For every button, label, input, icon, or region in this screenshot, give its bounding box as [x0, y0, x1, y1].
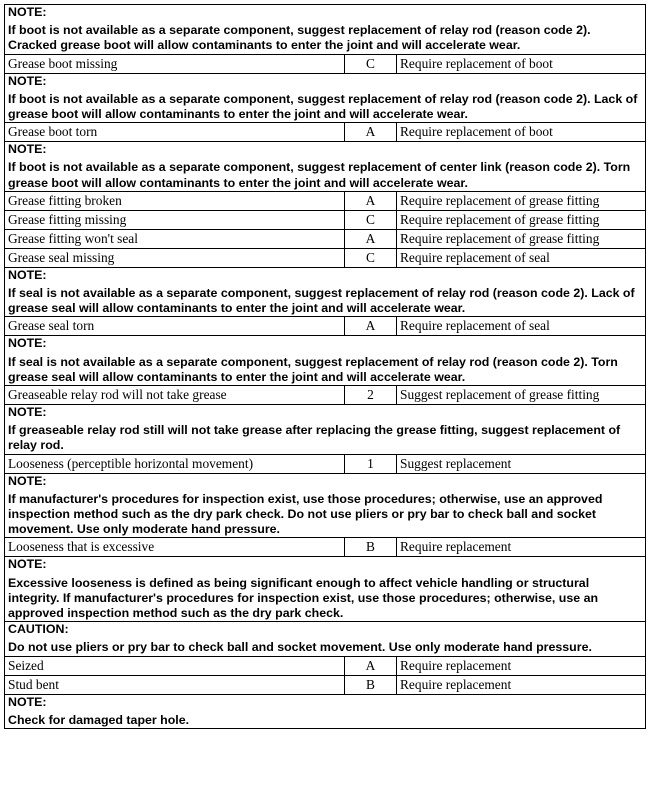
action-cell: Require replacement — [397, 675, 646, 694]
table-row — [5, 656, 646, 675]
note-text: If manufacturer's procedures for inspection exist, use those procedures; otherwise, use an approved inspection method such as the dry park check. Do not use pliers or pry bar to check ball and socket movement. Use only moderate hand pressure. — [8, 491, 603, 537]
note-text: If boot is not available as a separate component, suggest replacement of relay rod (reason code 2). Lack of grease boot will allow contaminants to enter the joint and will accelerate wear. — [8, 91, 638, 122]
note-heading: NOTE: — [8, 694, 47, 709]
action-cell: Require replacement — [397, 656, 646, 675]
note-text: If greaseable relay rod still will not take grease after replacing the grease fitting, suggest replacement of relay rod. — [8, 423, 621, 453]
note-cell — [5, 5, 646, 55]
note-cell — [5, 694, 646, 728]
reason-code-cell: 2 — [345, 386, 397, 405]
table-row — [5, 210, 646, 229]
reason-code-cell: A — [345, 656, 397, 675]
reason-code-cell: C — [345, 54, 397, 73]
note-row — [5, 267, 646, 317]
reason-code-cell: B — [345, 538, 397, 557]
reason-code-cell: 1 — [345, 454, 397, 473]
condition-cell: Grease seal missing — [5, 248, 345, 267]
note-text: Excessive looseness is defined as being significant enough to affect vehicle handling or structural integrity. If manufacturer's procedures for inspection exist, use those procedures; otherwise, use an approved inspection method such as the dry park check. — [8, 575, 599, 621]
action-cell: Suggest replacement — [397, 454, 646, 473]
reason-code-cell: A — [345, 191, 397, 210]
note-heading: NOTE: — [8, 5, 47, 19]
note-text: If boot is not available as a separate component, suggest replacement of center link (reason code 2). Torn grease boot will allow contaminants to enter the joint and will accelerate wear. — [8, 160, 631, 190]
note-text: If seal is not available as a separate component, suggest replacement of relay rod (reason code 2). Lack of grease seal will allow contaminants to enter the joint and will accelerate wear. — [8, 286, 635, 316]
action-cell: Require replacement — [397, 538, 646, 557]
note-cell — [5, 405, 646, 455]
action-cell: Require replacement of grease fitting — [397, 210, 646, 229]
action-cell: Require replacement of grease fitting — [397, 191, 646, 210]
note-row — [5, 405, 646, 455]
action-cell: Suggest replacement of grease fitting — [397, 386, 646, 405]
reason-code-cell: A — [345, 317, 397, 336]
note-text: Check for damaged taper hole. — [8, 712, 190, 727]
note-heading: NOTE: — [8, 473, 47, 488]
inspection-table — [4, 4, 646, 729]
action-cell: Require replacement of seal — [397, 248, 646, 267]
action-cell: Require replacement of boot — [397, 54, 646, 73]
note-heading: NOTE: — [8, 267, 47, 282]
reason-code-cell: A — [345, 229, 397, 248]
condition-cell: Grease fitting won't seal — [5, 229, 345, 248]
note-row — [5, 142, 646, 192]
reason-code-cell: C — [345, 210, 397, 229]
table-row — [5, 386, 646, 405]
reason-code-cell: A — [345, 123, 397, 142]
table-row — [5, 248, 646, 267]
note-cell — [5, 557, 646, 622]
action-cell: Require replacement of boot — [397, 123, 646, 142]
note-row — [5, 5, 646, 55]
note-cell — [5, 267, 646, 317]
note-heading: NOTE: — [8, 557, 47, 572]
action-cell: Require replacement of grease fitting — [397, 229, 646, 248]
condition-cell: Grease boot missing — [5, 54, 345, 73]
note-row — [5, 73, 646, 123]
note-row — [5, 473, 646, 538]
caution-heading: CAUTION: — [8, 622, 69, 637]
condition-cell: Stud bent — [5, 675, 345, 694]
table-row — [5, 123, 646, 142]
note-row — [5, 557, 646, 622]
condition-cell: Grease fitting missing — [5, 210, 345, 229]
condition-cell: Grease seal torn — [5, 317, 345, 336]
table-row — [5, 54, 646, 73]
action-cell: Require replacement of seal — [397, 317, 646, 336]
note-cell — [5, 142, 646, 192]
table-row — [5, 317, 646, 336]
note-heading: NOTE: — [8, 142, 47, 157]
note-cell — [5, 622, 646, 656]
note-heading: NOTE: — [8, 336, 47, 351]
table-row — [5, 454, 646, 473]
note-heading: NOTE: — [8, 405, 47, 420]
condition-cell: Greaseable relay rod will not take grease — [5, 386, 345, 405]
note-cell — [5, 473, 646, 538]
condition-cell: Grease boot torn — [5, 123, 345, 142]
note-text: If seal is not available as a separate component, suggest replacement of relay rod (reason code 2). Torn grease seal will allow contaminants to enter the joint and will accelerate wear. — [8, 354, 618, 384]
caution-row — [5, 622, 646, 656]
note-row — [5, 694, 646, 728]
condition-cell: Grease fitting broken — [5, 191, 345, 210]
inspection-table-body — [5, 5, 646, 729]
note-cell — [5, 336, 646, 386]
table-row — [5, 675, 646, 694]
reason-code-cell: C — [345, 248, 397, 267]
table-row — [5, 191, 646, 210]
table-row — [5, 229, 646, 248]
note-text: Do not use pliers or pry bar to check ball and socket movement. Use only moderate hand pressure. — [8, 640, 592, 655]
condition-cell: Looseness that is excessive — [5, 538, 345, 557]
note-text: If boot is not available as a separate component, suggest replacement of relay rod (reason code 2). Cracked grease boot will allow contaminants to enter the joint and will accelerate wear. — [8, 23, 591, 53]
note-heading: NOTE: — [8, 73, 47, 88]
table-row — [5, 538, 646, 557]
condition-cell: Looseness (perceptible horizontal movement) — [5, 454, 345, 473]
note-row — [5, 336, 646, 386]
condition-cell: Seized — [5, 656, 345, 675]
reason-code-cell: B — [345, 675, 397, 694]
note-cell — [5, 73, 646, 123]
